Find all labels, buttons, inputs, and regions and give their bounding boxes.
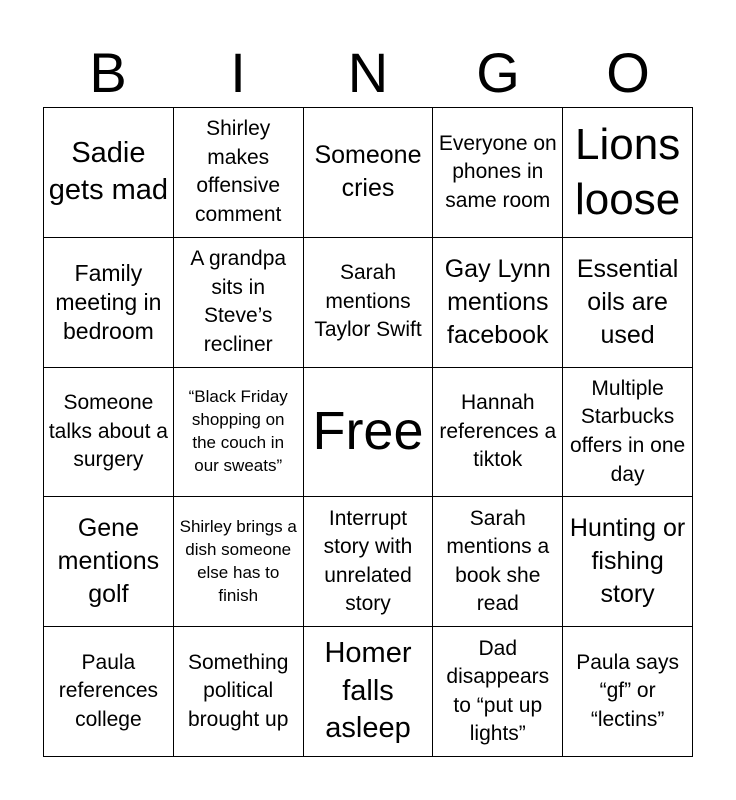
cell-text: Homer falls asleep (324, 637, 412, 745)
free-space-label: Free (312, 401, 424, 462)
cell-text: Family meeting in bedroom (55, 259, 162, 344)
cell-text: Something political brought up (187, 650, 289, 731)
header-letter-i: I (230, 41, 246, 104)
bingo-cell-r0-c3[interactable] (433, 108, 563, 238)
cell-text: Gay Lynn mentions facebook (444, 254, 551, 349)
cell-text: Shirley makes offensive comment (195, 117, 282, 226)
cell-text: Paula references college (58, 650, 158, 731)
bingo-cell-r0-c1[interactable] (174, 108, 304, 238)
bingo-cell-r4-c4[interactable] (563, 627, 693, 757)
bingo-cell-r2-c3[interactable] (433, 368, 563, 498)
cell-text: Shirley brings a dish someone else has to finish (179, 516, 297, 605)
bingo-cell-r3-c0[interactable] (44, 497, 174, 627)
bingo-cell-r0-c0[interactable] (44, 108, 174, 238)
bingo-cell-r2-c4[interactable] (563, 368, 693, 498)
cell-text: Hunting or fishing story (569, 514, 686, 609)
bingo-cell-r3-c2[interactable] (304, 497, 434, 627)
bingo-cell-r4-c2[interactable] (304, 627, 434, 757)
header-letter-b: B (89, 41, 127, 104)
cell-text: A grandpa sits in Steve’s recliner (190, 247, 287, 356)
bingo-cell-r3-c3[interactable] (433, 497, 563, 627)
bingo-cell-r1-c0[interactable] (44, 238, 174, 368)
bingo-cell-r1-c2[interactable] (304, 238, 434, 368)
bingo-cell-r3-c1[interactable] (174, 497, 304, 627)
cell-text: Sarah mentions a book she read (446, 506, 550, 616)
cell-text: Interrupt story with unrelated story (323, 506, 413, 616)
cell-text: Lions loose (575, 120, 681, 225)
cell-text: Everyone on phones in same room (438, 131, 557, 212)
bingo-cell-r1-c3[interactable] (433, 238, 563, 368)
header-letter-o: O (606, 41, 650, 104)
bingo-grid (43, 107, 693, 757)
cell-text: Essential oils are used (576, 254, 679, 349)
bingo-header (43, 40, 693, 106)
cell-text: Multiple Starbucks offers in one day (569, 376, 686, 486)
bingo-cell-r2-c1[interactable] (174, 368, 304, 498)
cell-text: Someone talks about a surgery (48, 391, 168, 472)
bingo-cell-r1-c4[interactable] (563, 238, 693, 368)
cell-text: Dad disappears to “put up lights” (446, 636, 550, 746)
header-letter-g: G (476, 41, 520, 104)
cell-text: “Black Friday shopping on the couch in our sweats” (188, 387, 288, 475)
cell-text: Sarah mentions Taylor Swift (314, 261, 422, 342)
bingo-cell-r3-c4[interactable] (563, 497, 693, 627)
bingo-cell-free[interactable] (304, 368, 434, 498)
bingo-cell-r4-c1[interactable] (174, 627, 304, 757)
bingo-cell-r0-c4[interactable] (563, 108, 693, 238)
cell-text: Gene mentions golf (57, 514, 160, 609)
cell-text: Someone cries (314, 141, 422, 203)
cell-text: Hannah references a tiktok (439, 391, 557, 472)
cell-text: Sadie gets mad (48, 136, 169, 207)
cell-text: Paula says “gf” or “lectins” (576, 650, 679, 731)
bingo-cell-r0-c2[interactable] (304, 108, 434, 238)
bingo-cell-r1-c1[interactable] (174, 238, 304, 368)
bingo-cell-r2-c0[interactable] (44, 368, 174, 498)
header-letter-n: N (347, 41, 389, 104)
bingo-cell-r4-c3[interactable] (433, 627, 563, 757)
bingo-cell-r4-c0[interactable] (44, 627, 174, 757)
